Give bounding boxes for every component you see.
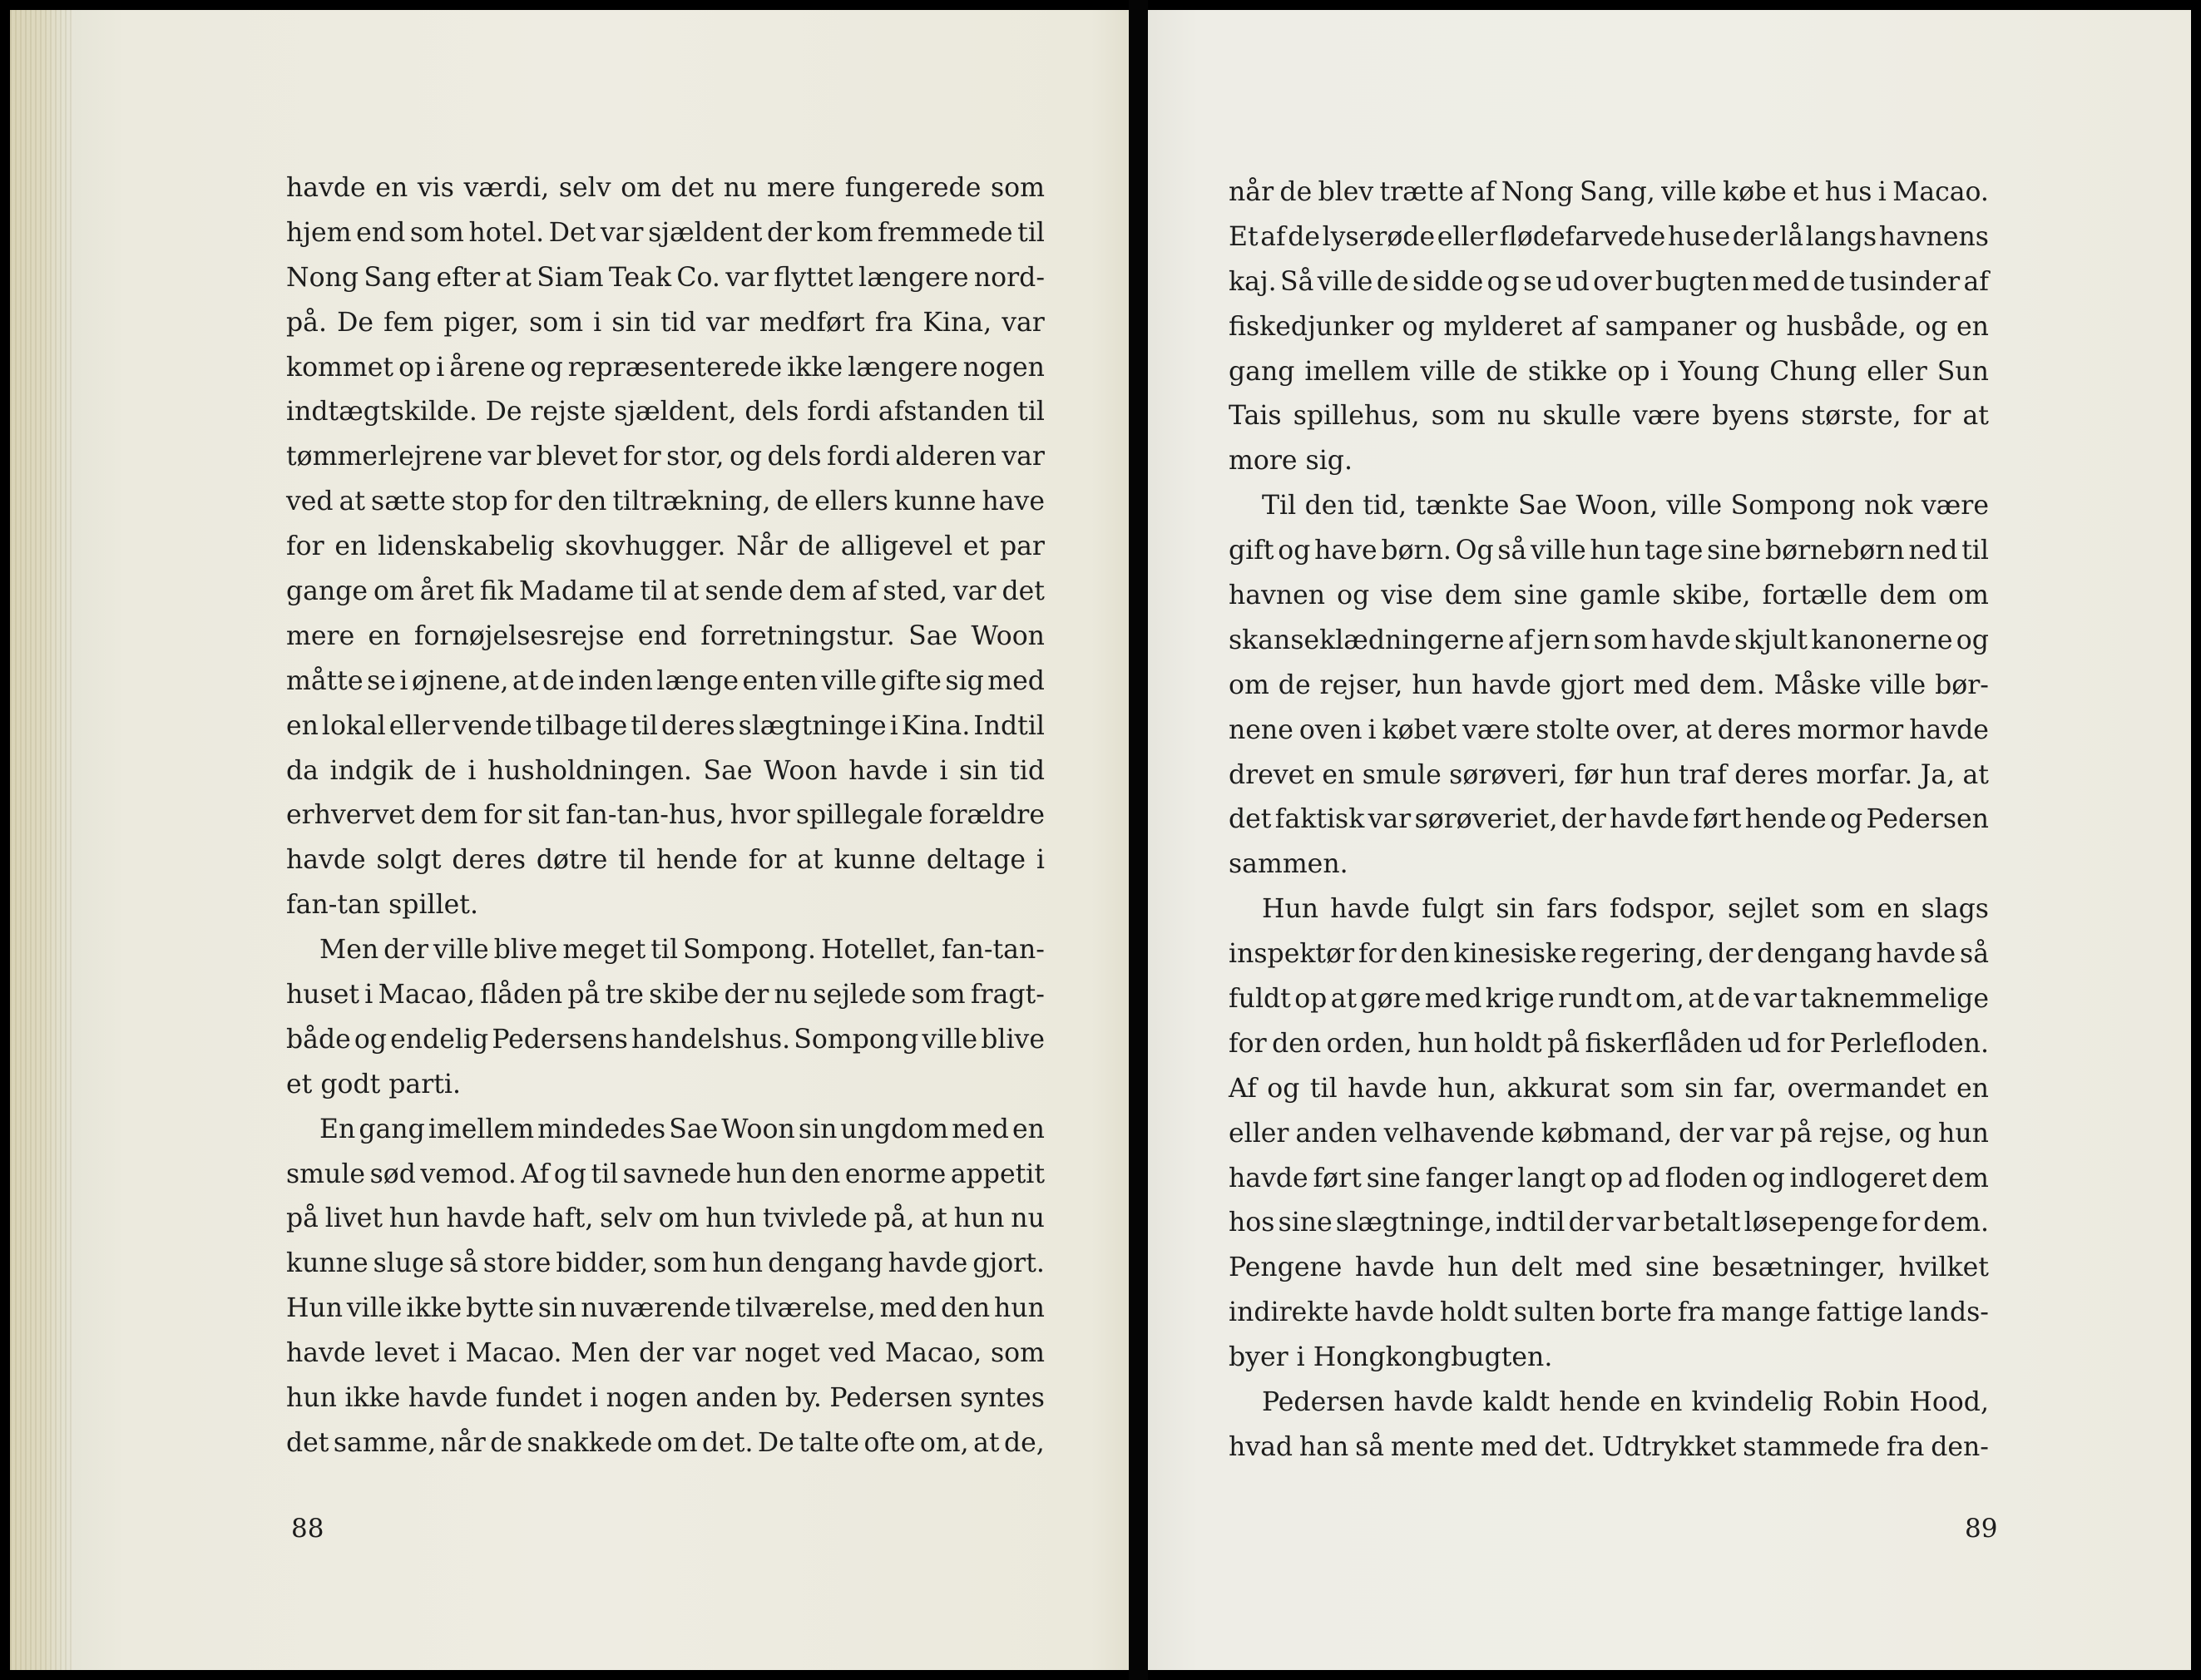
text-line: indirekte havde holdt sulten borte fra mange fattige lands- [1229,1297,1989,1328]
text-line: nene oven i købet være stolte over, at deres mormor havde [1229,714,1989,745]
left-page-text [286,166,1045,1466]
text-line: for en lidenskabelig skovhugger. Når de alligevel et par [286,531,1045,562]
text-line: på. De fem piger, som i sin tid var medført fra Kina, var [286,307,1045,338]
text-line: Et af de lyserøde eller flødefarvede huse der lå langs havnens [1229,221,1989,252]
text-line: Men der ville blive meget til Sompong. Hotellet, fan-tan- [319,935,1045,966]
text-line: havde ført sine fanger langt op ad floden og indlogeret dem [1229,1163,1989,1193]
text-line: Pengene havde hun delt med sine besætninger, hvilket [1229,1253,1989,1283]
text-line: more sig. [1229,446,1353,477]
text-line: Af og til havde hun, akkurat som sin far, overmandet en [1229,1073,1989,1104]
text-line: kunne sluge så store bidder, som hun dengang havde gjort. [286,1248,1045,1279]
text-line: Pedersen havde kaldt hende en kvindelig Robin Hood, [1262,1387,1989,1418]
text-line: kaj. Så ville de sidde og se ud over bugten med de tusinder af [1229,266,1989,297]
text-line: erhvervet dem for sit fan-tan-hus, hvor spillegale forældre [286,800,1045,831]
text-line: huset i Macao, flåden på tre skibe der nu sejlede som fragt- [286,980,1045,1010]
text-line: tømmerlejrene var blevet for stor, og dels fordi alderen var [286,442,1045,472]
text-line: da indgik de i husholdningen. Sae Woon havde i sin tid [286,755,1045,786]
text-line: sammen. [1229,849,1348,880]
text-line: byer i Hongkongbugten. [1229,1342,1553,1373]
text-line: hvad han så mente med det. Udtrykket stammede fra den- [1229,1431,1989,1462]
text-line: på livet hun havde haft, selv om hun tvivlede på, at hun nu [286,1203,1045,1234]
text-line: det samme, når de snakkede om det. De talte ofte om, at de, [286,1427,1045,1458]
text-line: havde levet i Macao. Men der var noget ved Macao, som [286,1338,1045,1369]
text-line: gange om året fik Madame til at sende dem af sted, var det [286,576,1045,607]
right-page [1148,10,2191,1670]
text-line: fuldt op at gøre med krige rundt om, at de var taknemmelige [1229,984,1989,1015]
text-line: for den orden, hun holdt på fiskerflåden ud for Perlefloden. [1229,1028,1989,1059]
text-line: gift og have børn. Og så ville hun tage sine børnebørn ned til [1229,536,1989,566]
text-line: om de rejser, hun havde gjort med dem. Måske ville bør- [1229,670,1989,700]
text-line: eller anden velhavende købmand, der var på rejse, og hun [1229,1118,1989,1149]
text-line: havde en vis værdi, selv om det nu mere fungerede som [286,173,1045,203]
text-line: Hun havde fulgt sin fars fodspor, sejlet som en slags [1262,894,1989,925]
text-line: kommet op i årene og repræsenterede ikke længere nogen [286,352,1045,383]
text-line: hjem end som hotel. Det var sjældent der kom fremmede til [286,217,1045,248]
book-gutter [1129,0,1148,1680]
text-line: ved at sætte stop for den tiltrækning, de ellers kunne have [286,487,1045,517]
text-line: en lokal eller vende tilbage til deres slægtninge i Kina. Indtil [286,710,1045,741]
text-line: det faktisk var sørøveriet, der havde ført hende og Pedersen [1229,804,1989,835]
text-line: fiskedjunker og mylderet af sampaner og husbåde, og en [1229,311,1989,342]
text-line: Hun ville ikke bytte sin nuværende tilværelse, med den hun [286,1293,1045,1324]
text-line: inspektør for den kinesiske regering, der dengang havde så [1229,939,1989,970]
text-line: smule sød vemod. Af og til savnede hun den enorme appetit [286,1159,1045,1189]
left-page-number: 88 [291,1514,324,1544]
left-page [10,10,1129,1670]
text-line: mere en fornøjelsesrejse end forretningstur. Sae Woon [286,620,1045,651]
text-line: gang imellem ville de stikke op i Young Chung eller Sun [1229,356,1989,387]
text-line: et godt parti. [286,1069,462,1099]
text-line: havde solgt deres døtre til hende for at kunne deltage i [286,845,1045,876]
text-line: måtte se i øjnene, at de inden længe enten ville gifte sig med [286,665,1045,696]
text-line: En gang imellem mindedes Sae Woon sin ungdom med en [319,1114,1045,1144]
text-line: indtægtskilde. De rejste sjældent, dels fordi afstanden til [286,397,1045,427]
text-line: både og endelig Pedersens handelshus. Sompong ville blive [286,1024,1045,1055]
text-line: hun ikke havde fundet i nogen anden by. Pedersen syntes [286,1383,1045,1414]
text-line: når de blev trætte af Nong Sang, ville købe et hus i Macao. [1229,177,1989,207]
text-line: Til den tid, tænkte Sae Woon, ville Sompong nok være [1262,491,1989,521]
text-line: fan-tan spillet. [286,890,478,921]
text-line: drevet en smule sørøveri, før hun traf deres morfar. Ja, at [1229,759,1989,790]
right-page-number: 89 [1965,1514,1998,1544]
text-line: havnen og vise dem sine gamle skibe, fortælle dem om [1229,581,1989,611]
text-line: hos sine slægtninge, indtil der var betalt løsepenge for dem. [1229,1208,1989,1238]
text-line: skanseklædningerne af jern som havde skjult kanonerne og [1229,625,1989,655]
right-page-text [1229,170,1989,1470]
text-line: Nong Sang efter at Siam Teak Co. var flyttet længere nord- [286,262,1045,293]
text-line: Tais spillehus, som nu skulle være byens største, for at [1229,401,1989,432]
